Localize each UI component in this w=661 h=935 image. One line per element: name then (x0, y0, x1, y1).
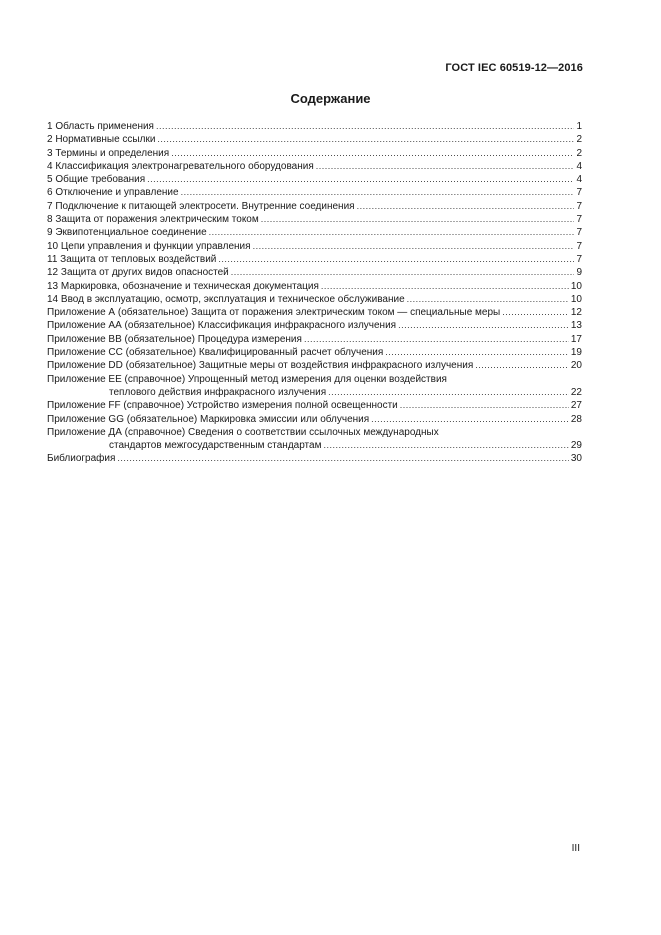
toc-entry-continuation[interactable] (47, 439, 582, 452)
dot-leader (304, 333, 569, 346)
toc-entry[interactable] (47, 359, 582, 372)
dot-leader (316, 160, 575, 173)
toc-entry[interactable] (47, 333, 582, 346)
dot-leader (385, 346, 569, 359)
toc-entry-page: 9 (576, 267, 582, 279)
dot-leader (357, 200, 575, 213)
toc-entry[interactable] (47, 319, 582, 332)
toc-entry-label: 2 Нормативные ссылки (47, 134, 156, 146)
dot-leader (371, 413, 569, 426)
toc-entry-first-line[interactable] (47, 373, 582, 386)
toc-entry-label: Приложение DD (обязательное) Защитные меры от воздействия инфракрасного излучения (47, 360, 474, 372)
dot-leader (475, 359, 569, 372)
toc-entry[interactable] (47, 280, 582, 293)
toc-entry-label: 5 Общие требования (47, 174, 146, 186)
toc-entry[interactable] (47, 120, 582, 133)
dot-leader (321, 280, 569, 293)
toc-entry-label: 8 Защита от поражения электрическим током (47, 214, 259, 226)
dot-leader (261, 213, 575, 226)
toc-entry-page: 10 (570, 293, 582, 305)
toc-entry-label: 9 Эквипотенциальное соединение (47, 227, 207, 239)
toc-entry-label: стандартов межгосударственным стандартам (109, 440, 322, 452)
dot-leader (231, 266, 575, 279)
toc-entry-page: 1 (576, 121, 582, 132)
toc-entry-label: 6 Отключение и управление (47, 187, 179, 199)
dot-leader (147, 173, 574, 186)
dot-leader (502, 306, 569, 319)
dot-leader (323, 439, 568, 452)
toc-entry-page: 4 (576, 174, 582, 186)
toc-entry-label: 4 Классификация электронагревательного оборудования (47, 160, 314, 172)
toc-entry[interactable] (47, 173, 582, 186)
toc-entry-label: 11 Защита от тепловых воздействий (47, 253, 217, 265)
toc-entry-page: 13 (570, 320, 582, 332)
toc-entry-page: 7 (576, 253, 582, 265)
toc-entry-page: 7 (576, 214, 582, 226)
toc-entry[interactable] (47, 160, 582, 173)
toc-entry[interactable] (47, 147, 582, 160)
dot-leader (328, 386, 569, 399)
toc-entry[interactable] (47, 399, 582, 412)
toc-entry-label: 14 Ввод в эксплуатацию, осмотр, эксплуатация и техническое обслуживание (47, 293, 405, 305)
dot-leader (171, 147, 574, 160)
toc-entry[interactable] (47, 452, 582, 465)
toc-entry-label: 12 Защита от других видов опасностей (47, 267, 229, 279)
toc-entry-page: 10 (570, 280, 582, 292)
toc-entry-label: Библиография (47, 453, 116, 465)
toc-entry-label: 10 Цепи управления и функции управления (47, 240, 251, 252)
toc-entry[interactable] (47, 306, 582, 319)
toc-entry-label: Приложение GG (обязательное) Маркировка эмиссии или облучения (47, 413, 370, 425)
toc-entry-label: Приложение АА (обязательное) Классификация инфракрасного излучения (47, 320, 397, 332)
toc-entry-page: 7 (576, 200, 582, 212)
toc-entry[interactable] (47, 413, 582, 426)
toc-entry-page: 27 (570, 400, 582, 412)
page-folio: III (571, 843, 580, 854)
toc-entry-label: Приложение СС (обязательное) Квалифицированный расчет облучения (47, 347, 384, 359)
toc-entry[interactable] (47, 266, 582, 279)
dot-leader (407, 293, 569, 306)
table-of-contents (47, 120, 582, 466)
dot-leader (117, 452, 568, 465)
toc-entry-page: 19 (570, 347, 582, 359)
toc-entry-label: Приложение А (обязательное) Защита от поражения электрическим током — специальные меры (47, 307, 501, 319)
toc-entry-page: 7 (576, 240, 582, 252)
toc-entry-label: Приложение ДА (справочное) Сведения о соответствии ссылочных международных (47, 426, 439, 438)
toc-entry-label: теплового действия инфракрасного излучения (109, 386, 327, 398)
toc-entry-page: 12 (570, 307, 582, 319)
toc-entry-page: 4 (576, 160, 582, 172)
toc-entry-page: 22 (570, 386, 582, 398)
dot-leader (156, 120, 574, 133)
dot-leader (398, 319, 569, 332)
toc-entry[interactable] (47, 293, 582, 306)
toc-title: Содержание (290, 91, 371, 106)
toc-entry-label: 7 Подключение к питающей электросети. Внутренние соединения (47, 200, 355, 212)
toc-entry[interactable] (47, 200, 582, 213)
toc-entry-page: 7 (576, 187, 582, 199)
toc-entry-label: 13 Маркировка, обозначение и техническая документация (47, 280, 319, 292)
toc-entry-page: 7 (576, 227, 582, 239)
toc-entry[interactable] (47, 226, 582, 239)
toc-entry-page: 29 (570, 440, 582, 452)
dot-leader (209, 226, 575, 239)
dot-leader (400, 399, 569, 412)
toc-entry[interactable] (47, 346, 582, 359)
toc-entry[interactable] (47, 186, 582, 199)
toc-entry-label: Приложение ВВ (обязательное) Процедура измерения (47, 333, 302, 345)
toc-entry-page: 20 (570, 360, 582, 372)
toc-entry-label: 3 Термины и определения (47, 147, 170, 159)
toc-entry[interactable] (47, 213, 582, 226)
toc-entry[interactable] (47, 133, 582, 146)
toc-entry-page: 2 (576, 147, 582, 159)
toc-entry[interactable] (47, 253, 582, 266)
toc-entry-page: 2 (576, 134, 582, 146)
dot-leader (253, 240, 575, 253)
toc-entry-label: Приложение FF (справочное) Устройство измерения полной освещенности (47, 400, 398, 412)
toc-entry-continuation[interactable] (47, 386, 582, 399)
toc-entry-label: Приложение ЕЕ (справочное) Упрощенный метод измерения для оценки воздействия (47, 373, 447, 385)
toc-entry-page: 28 (570, 413, 582, 425)
toc-entry[interactable] (47, 240, 582, 253)
toc-entry-label: 1 Область применения (47, 121, 154, 132)
dot-leader (181, 186, 575, 199)
toc-entry-page: 17 (570, 333, 582, 345)
document-code: ГОСТ IEC 60519-12—2016 (445, 62, 583, 74)
dot-leader (218, 253, 574, 266)
dot-leader (157, 133, 574, 146)
toc-entry-first-line[interactable] (47, 426, 582, 439)
toc-entry-page: 30 (570, 453, 582, 465)
